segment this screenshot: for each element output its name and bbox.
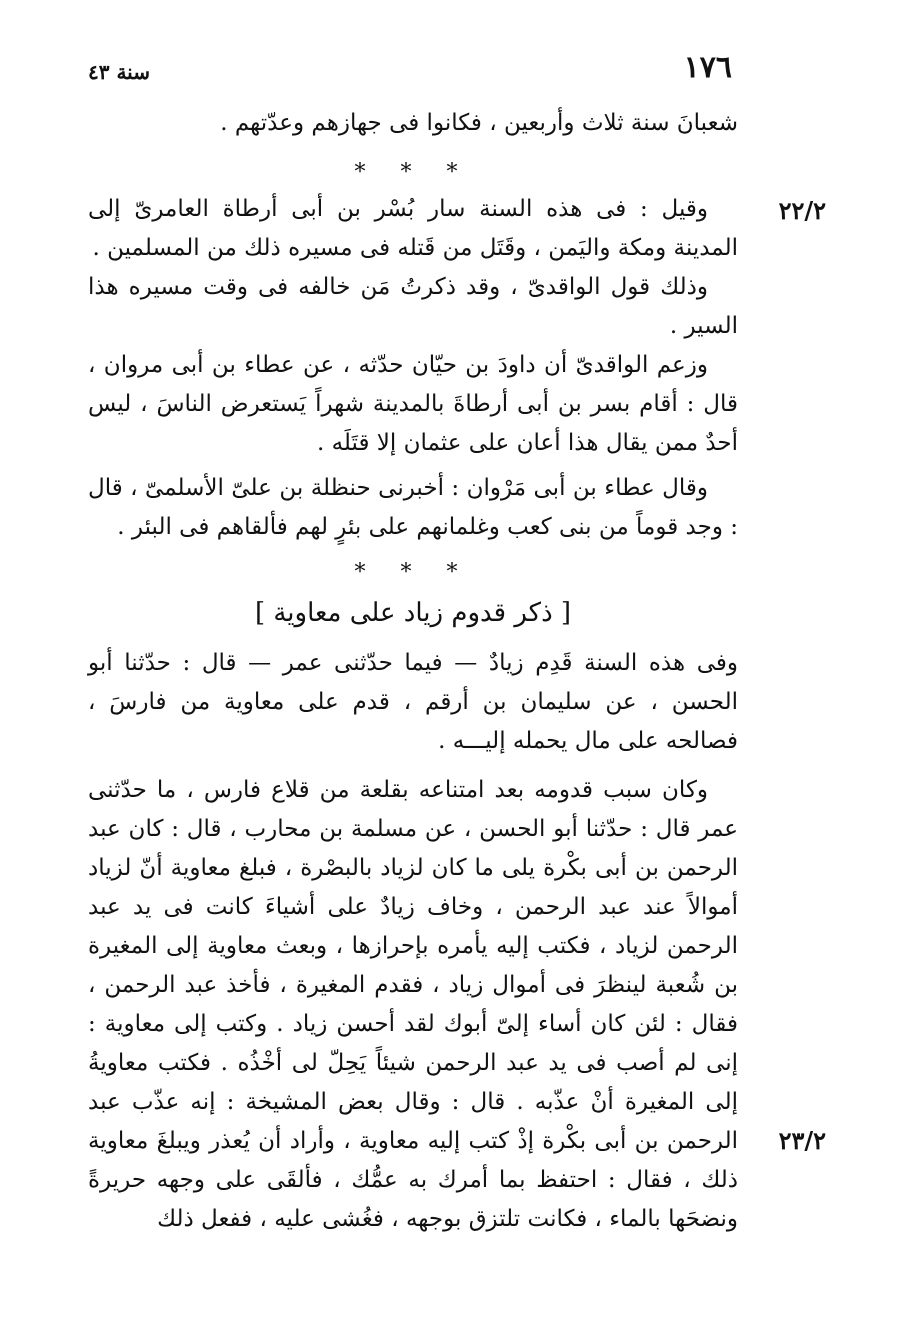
margin-note-1: ٢٢/٢ <box>778 196 826 225</box>
paragraph-5: وفى هذه السنة قَدِم زيادٌ — فيما حدّثنى عمر — قال : حدّثنا أبو الحسن ، عن سليمان بن أرقم ، قدم على معاوية من فارسَ ، فصالحه على مال يحمله إليـــه . <box>88 650 738 754</box>
intro-line <box>88 104 738 143</box>
margin-note-2: ٢٣/٢ <box>778 1126 826 1155</box>
intro-text: شعبانَ سنة ثلاث وأربعين ، فكانوا فى جهازهم وعدّتهم . <box>220 110 738 136</box>
paragraph-1: وقيل : فى هذه السنة سار بُسْر بن أبى أرطاة العامرىّ إلى المدينة ومكة واليَمن ، وقَتَل من قَتله فى مسيره ذلك من المسلمين . <box>88 196 738 261</box>
paragraph-2: وذلك قول الواقدىّ ، وقد ذكرتُ مَن خالفه فى وقت مسيره هذا السير . <box>88 274 738 339</box>
paragraph-4: وقال عطاء بن أبى مَرْوان : أخبرنى حنظلة بن علىّ الأسلمىّ ، قال : وجد قوماً من بنى كعب وغلمانهم على بئرٍ لهم فألقاهم فى البئر . <box>88 475 738 540</box>
separator-stars-2: * * * <box>354 560 472 585</box>
paragraph-3: وزعم الواقدىّ أن داودَ بن حيّان حدّثه ، عن عطاء بن أبى مروان ، قال : أقام بسر بن أبى أرطاةَ بالمدينة شهراً يَستعرض الناسَ ، ليس أحدٌ ممن يقال هذا أعان على عثمان إلا قتَلَه . <box>88 352 738 456</box>
page-number: ١٧٦ <box>683 50 732 85</box>
text-section-1 <box>88 190 738 547</box>
section-title: [ ذكر قدوم زياد على معاوية ] <box>254 598 572 628</box>
paragraph-6: وكان سبب قدومه بعد امتناعه بقلعة من قلاع فارس ، ما حدّثنى عمر قال : حدّثنا أبو الحسن ، عن مسلمة بن محارب ، قال : كان عبد الرحمن بن أبى بكْرة يلى ما كان لزياد بالبصْرة ، فبلغ معاوية أنّ لزياد أموالاً عند عبد الرحمن ، وخاف زيادٌ على أشياءَ كانت فى يد عبد الرحمن لزياد ، فكتب إليه يأمره بإحرازها ، وبعث معاوية إلى المغيرة بن شُعبة لينظرَ فى أموال زياد ، فقدم المغيرة ، فأخذ عبد الرحمن ، فقال : لئن كان أساء إلىّ أبوك لقد أحسن زياد . وكتب إلى معاوية : إنى لم أصب فى يد عبد الرحمن شيئاً يَحِلّ لى أخْذُه . فكتب معاويةُ إلى المغيرة أنْ عذّبه . قال : وقال بعض المشيخة : إنه عذّب عبد الرحمن بن أبى بكْرة إذْ كتب إليه معاوية ، وأراد أن يُعذر ويبلغَ معاوية ذلك ، فقال : احتفظ بما أمرك به عمُّك ، فألقَى على وجهه حريرةً ونضحَها بالماء ، فكانت تلتزق بوجهه ، فغُشى عليه ، ففعل ذلك <box>88 777 738 1232</box>
separator-stars-1: * * * <box>354 160 472 185</box>
running-header-year: سنة ٤٣ <box>88 60 150 84</box>
text-section-2 <box>88 644 738 1239</box>
